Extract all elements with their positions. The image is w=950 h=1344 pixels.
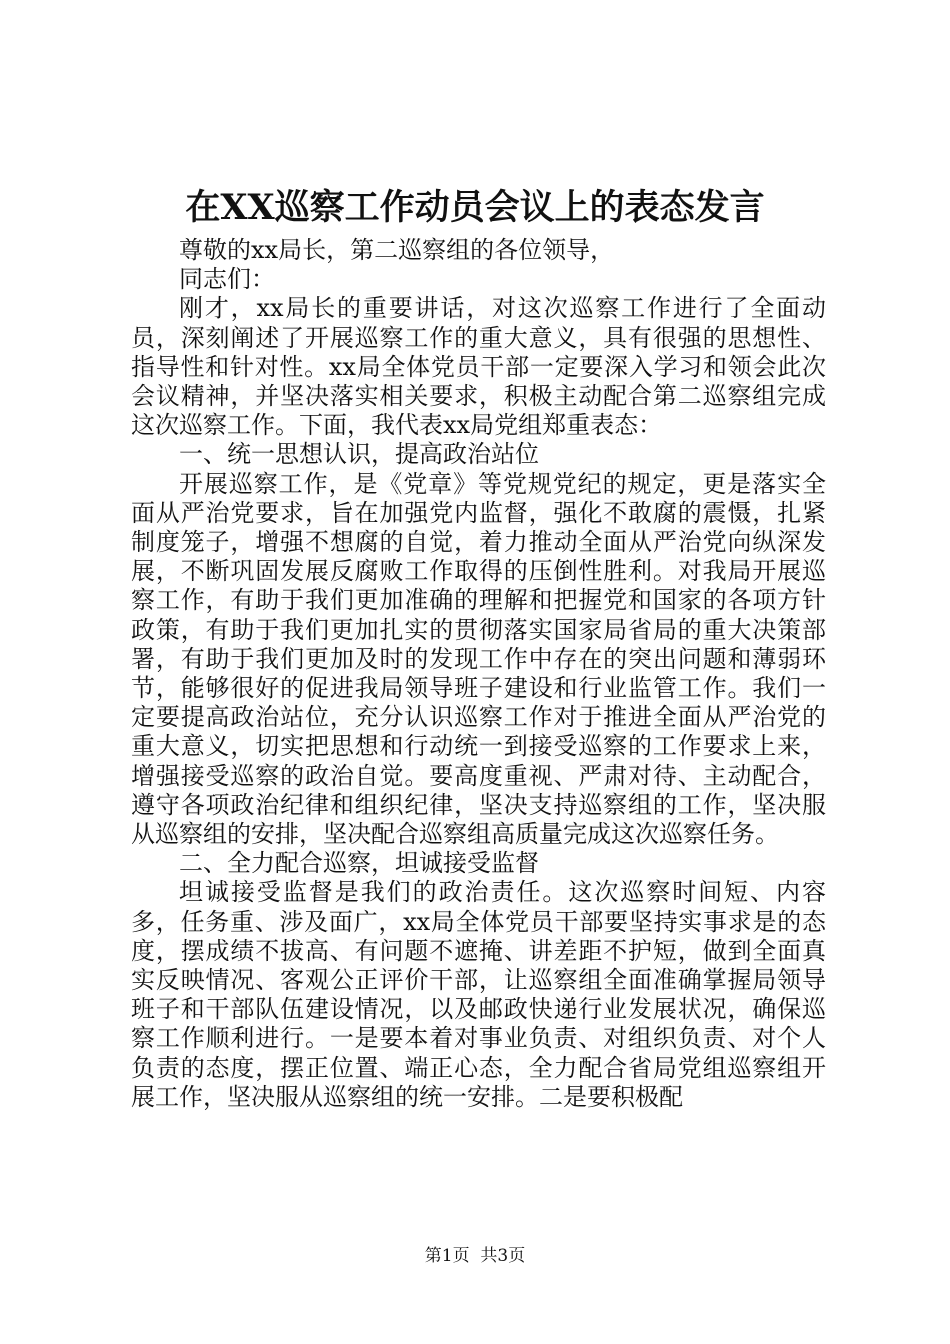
document-title: 在XX巡察工作动员会议上的表态发言: [185, 187, 765, 228]
paragraph-section-1: 开展巡察工作，是《党章》等党规党纪的规定，更是落实全面从严治党要求，旨在加强党内监督，强化不敢腐的震慑，扎紧制度笼子，增强不想腐的自觉，着力推动全面从严治党向纵深发展，不断巩固发展反腐败工作取得的压倒性胜利。对我局开展巡察工作，有助于我们更加准确的理解和把握党和国家的各项方针政策，有助于我们更加扎实的贯彻落实国家局省局的重大决策部署，有助于我们更加及时的发现工作中存在的突出问题和薄弱环节，能够很好的促进我局领导班子建设和行业监管工作。我们一定要提高政治站位，充分认识巡察工作对于推进全面从严治党的重大意义，切实把思想和行动统一到接受巡察的工作要求上来，增强接受巡察的政治自觉。要高度重视、严肃对待、主动配合，遵守各项政治纪律和组织纪律，坚决支持巡察组的工作，坚决服从巡察组的安排，坚决配合巡察组高质量完成这次巡察任务。: [131, 469, 826, 849]
section-heading-1: 一、统一思想认识，提高政治站位: [179, 440, 539, 469]
page-number: 第1页 共3页: [424, 1246, 526, 1266]
section-heading-2: 二、全力配合巡察，坦诚接受监督: [179, 849, 539, 878]
greeting: 同志们：: [179, 265, 275, 294]
salutation: 尊敬的xx局长，第二巡察组的各位领导，: [179, 236, 615, 264]
paragraph-section-2: 坦诚接受监督是我们的政治责任。这次巡察时间短、内容多，任务重、涉及面广，xx局全体党员干部要坚持实事求是的态度，摆成绩不拔高、有问题不遮掩、讲差距不护短，做到全面真实反映情况、客观公正评价干部，让巡察组全面准确掌握局领导班子和干部队伍建设情况，以及邮政快递行业发展状况，确保巡察工作顺利进行。一是要本着对事业负责、对组织负责、对个人负责的态度，摆正位置、端正心态，全力配合省局党组巡察组开展工作，坚决服从巡察组的统一安排。二是要积极配: [131, 878, 826, 1111]
paragraph-intro: 刚才，xx局长的重要讲话，对这次巡察工作进行了全面动员，深刻阐述了开展巡察工作的重大意义，具有很强的思想性、指导性和针对性。xx局全体党员干部一定要深入学习和领会此次会议精神，并坚决落实相关要求，积极主动配合第二巡察组完成这次巡察工作。下面，我代表xx局党组郑重表态：: [131, 294, 826, 440]
document-body: [131, 236, 826, 1112]
page-footer: [0, 1244, 950, 1268]
